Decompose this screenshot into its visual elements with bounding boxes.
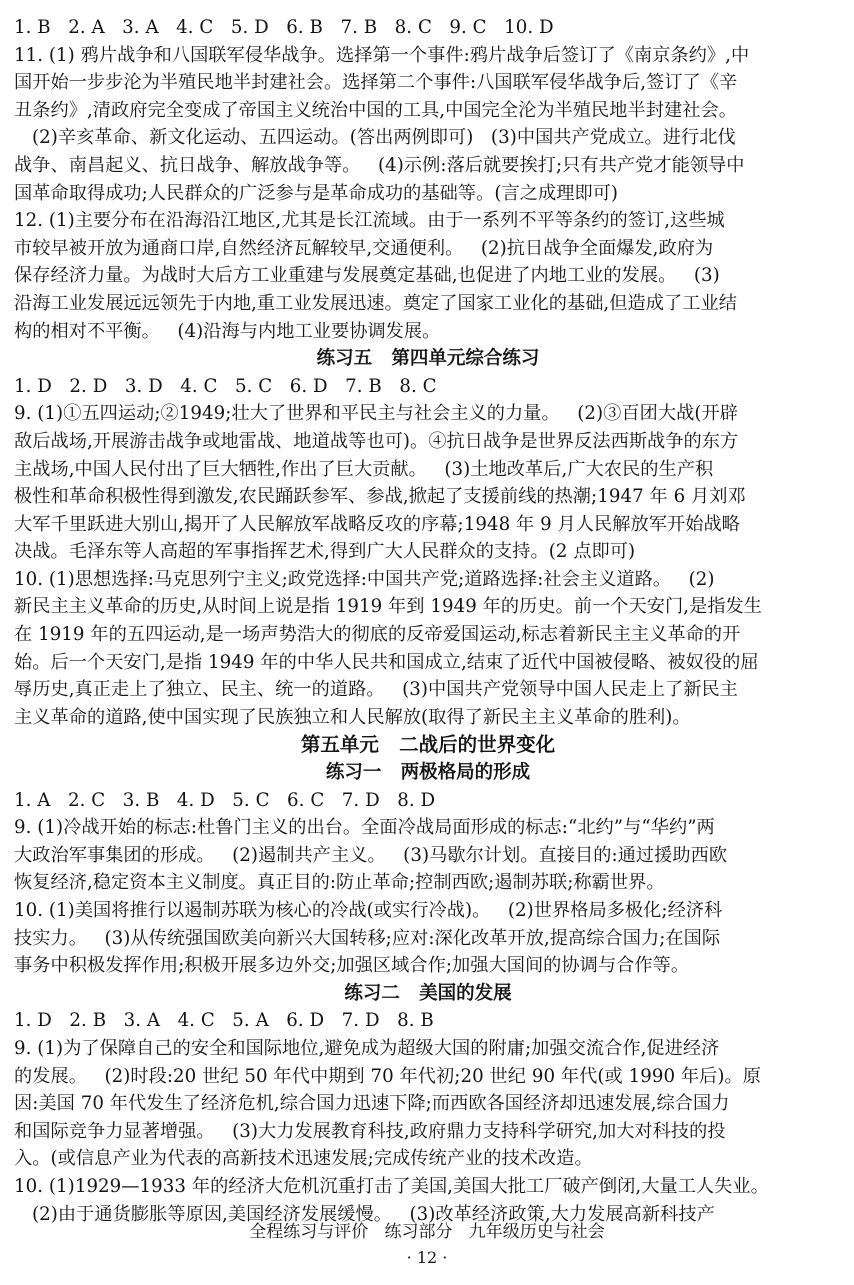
answer-line: (2)由于通货膨胀等原因,美国经济发展缓慢。 (3)改革经济政策,大力发展高新科技产 (32, 1203, 715, 1225)
section-heading: 练习五 第四单元综合练习 (316, 348, 540, 370)
answer-line: 大政治军事集团的形成。 (2)遏制共产主义。 (3)马歇尔计划。直接目的:通过援助西欧 (14, 844, 728, 866)
answer-line: 9. (1)①五四运动;②1949;壮大了世界和平民主与社会主义的力量。 (2)③百团大战(开辟 (14, 403, 738, 425)
answer-line: 技实力。 (3)从传统强国欧美向新兴大国转移;应对:深化改革开放,提高综合国力;在国际 (14, 927, 721, 949)
answer-line: 国开始一步步沦为半殖民地半封建社会。选择第二个事件:八国联军侵华战争后,签订了《辛 (14, 72, 738, 94)
answer-line: 入。(或信息产业为代表的高新技术迅速发展;完成传统产业的技术改造。 (14, 1148, 593, 1170)
answer-line: 的发展。 (2)时段:20 世纪 50 年代中期到 70 年代初;20 世纪 90 年代(或 1990 年后)。原 (14, 1065, 762, 1087)
answer-line: 1. D 2. D 3. D 4. C 5. C 6. D 7. B 8. C (14, 375, 437, 397)
answer-key-page (14, 14, 842, 1228)
answer-line: 1. B 2. A 3. A 4. C 5. D 6. B 7. B 8. C 9. C 10. D (14, 17, 554, 38)
answer-line: 大军千里跃进大别山,揭开了人民解放军战略反攻的序幕;1948 年 9 月人民解放军开始战略 (14, 513, 740, 535)
section-heading: 练习一 两极格局的形成 (325, 762, 531, 784)
answer-line: 决战。毛泽东等人高超的军事指挥艺术,得到广大人民群众的支持。(2 点即可) (14, 541, 636, 563)
answer-line: 始。后一个天安门,是指 1949 年的中华人民共和国成立,结束了近代中国被侵略、被奴役的屈 (14, 651, 759, 673)
answer-line: 敌后战场,开展游击战争或地雷战、地道战等也可)。④抗日战争是世界反法西斯战争的东方 (14, 430, 739, 452)
answer-line: 10. (1)美国将推行以遏制苏联为核心的冷战(或实行冷战)。 (2)世界格局多极化;经济科 (14, 900, 723, 921)
answer-line: 主战场,中国人民付出了巨大牺牲,作出了巨大贡献。 (3)土地改革后,广大农民的生产积 (14, 458, 714, 480)
answer-line: 构的相对不平衡。 (4)沿海与内地工业要协调发展。 (14, 320, 441, 342)
answer-line: 市较早被开放为通商口岸,自然经济瓦解较早,交通便利。 (2)抗日战争全面爆发,政府为 (14, 237, 714, 259)
answer-line: 恢复经济,稳定资本主义制度。真正目的:防止革命;控制西欧;遏制苏联;称霸世界。 (14, 872, 665, 894)
answer-line: 11. (1) 鸦片战争和八国联军侵华战争。选择第一个事件:鸦片战争后签订了《南京条约》,中 (14, 44, 750, 66)
answer-line: 因:美国 70 年代发生了经济危机,综合国力迅速下降;而西欧各国经济却迅速发展,综合国力 (14, 1093, 730, 1115)
answer-line: 在 1919 年的五四运动,是一场声势浩大的彻底的反帝爱国运动,标志着新民主主义革命的开 (14, 624, 741, 646)
page-number: · 12 · (406, 1248, 448, 1267)
answer-line: 保存经济力量。为战时大后方工业重建与发展奠定基础,也促进了内地工业的发展。 (3) (14, 265, 720, 287)
answer-line: 丑条约》,清政府完全变成了帝国主义统治中国的工具,中国完全沦为半殖民地半封建社会。 (14, 99, 737, 121)
section-heading: 第五单元 二战后的世界变化 (300, 733, 556, 757)
answer-line: 9. (1)冷战开始的标志:杜鲁门主义的出台。全面冷战局面形成的标志:“北约”与“华约”两 (14, 817, 715, 839)
answer-line: 和国际竞争力显著增强。 (3)大力发展教育科技,政府鼎力支持科学研究,加大对科技的投 (14, 1120, 726, 1142)
answer-line: (2)辛亥革命、新文化运动、五四运动。(答出两例即可) (3)中国共产党成立。进行北伐 (32, 127, 736, 149)
answer-line: 10. (1)思想选择:马克思列宁主义;政党选择:中国共产党;道路选择:社会主义道路。 (2) (14, 568, 715, 590)
answer-line: 新民主主义革命的历史,从时间上说是指 1919 年到 1949 年的历史。前一个天安门,是指发生 (14, 596, 763, 618)
answer-line: 极性和革命积极性得到激发,农民踊跃参军、参战,掀起了支援前线的热潮;1947 年 6 月刘邓 (14, 486, 746, 508)
answer-line: 沿海工业发展远远领先于内地,重工业发展迅速。奠定了国家工业化的基础,但造成了工业结 (14, 292, 737, 314)
answer-line: 辱历史,真正走上了独立、民主、统一的道路。 (3)中国共产党领导中国人民走上了新民主 (14, 679, 739, 701)
footer-title: 全程练习与评价 练习部分 九年级历史与社会 (249, 1222, 605, 1242)
answer-line: 1. D 2. B 3. A 4. C 5. A 6. D 7. D 8. B (14, 1010, 434, 1032)
answer-line: 事务中积极发挥作用;积极开展多边外交;加强区域合作;加强大国间的协调与合作等。 (14, 955, 690, 977)
answer-line: 战争、南昌起义、抗日战争、解放战争等。 (4)示例:落后就要挨打;只有共产党才能领导中 (14, 154, 745, 176)
answer-line: 1. A 2. C 3. B 4. D 5. C 6. C 7. D 8. D (14, 789, 436, 811)
answer-line: 9. (1)为了保障自己的安全和国际地位,避免成为超级大国的附庸;加强交流合作,促进经济 (14, 1037, 720, 1059)
answer-line: 10. (1)1929—1933 年的经济大危机沉重打击了美国,美国大批工厂破产倒闭,大量工人失业。 (14, 1175, 769, 1197)
answer-line: 主义革命的道路,使中国实现了民族独立和人民解放(取得了新民主主义革命的胜利)。 (14, 706, 691, 728)
answer-line: 12. (1)主要分布在沿海沿江地区,尤其是长江流域。由于一系列不平等条约的签订,这些城 (14, 210, 725, 232)
section-heading: 练习二 美国的发展 (344, 982, 512, 1004)
answer-line: 国革命取得成功;人民群众的广泛参与是革命成功的基础等。(言之成理即可) (14, 182, 619, 204)
